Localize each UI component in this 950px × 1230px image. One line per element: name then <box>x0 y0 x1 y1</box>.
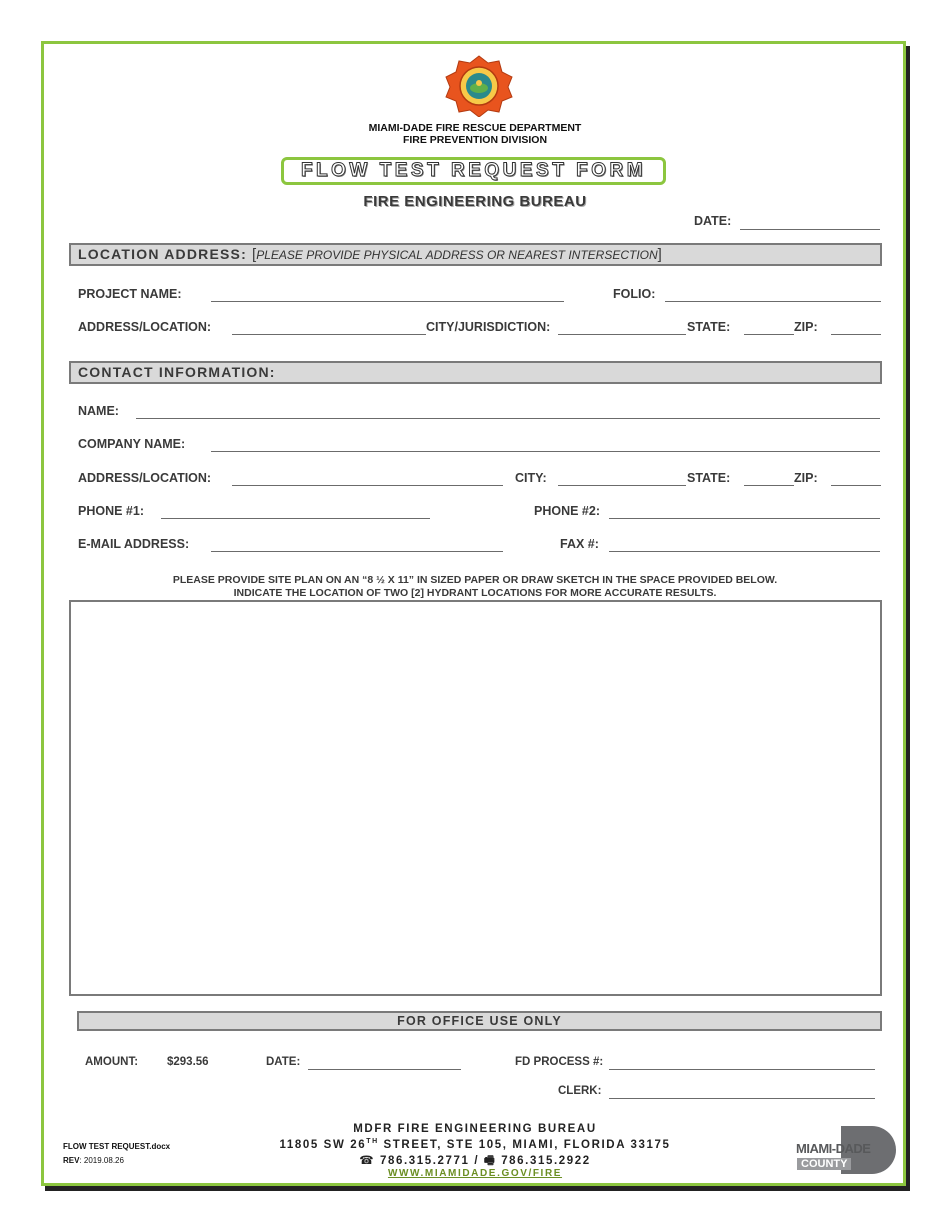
footer-fax: 786.315.2922 <box>501 1155 591 1167</box>
footer-bureau: MDFR FIRE ENGINEERING BUREAU <box>353 1123 597 1135</box>
revision-label: REV <box>63 1156 80 1165</box>
phone2-label: PHONE #2: <box>534 504 600 518</box>
company-name-label: COMPANY NAME: <box>78 437 186 451</box>
contact-state-field[interactable] <box>744 485 794 486</box>
contact-address-label: ADDRESS/LOCATION: <box>78 471 212 485</box>
company-name-field[interactable] <box>211 451 880 452</box>
fd-process-label: FD PROCESS #: <box>515 1056 604 1068</box>
phone2-field[interactable] <box>609 518 880 519</box>
phone1-label: PHONE #1: <box>78 504 144 518</box>
footer-address-a: 11805 SW 26 <box>279 1138 367 1151</box>
phone1-field[interactable] <box>161 518 430 519</box>
miami-dade-county-logo <box>796 1126 896 1174</box>
contact-city-label: CITY: <box>515 471 547 485</box>
fax-field[interactable] <box>609 551 880 552</box>
sketch-area[interactable] <box>69 600 882 996</box>
division-name: FIRE PREVENTION DIVISION <box>402 134 548 146</box>
footer-address-sup: TH <box>366 1138 379 1145</box>
project-name-field[interactable] <box>211 301 564 302</box>
location-state-label: STATE: <box>687 320 731 334</box>
bracket-close: ] <box>657 246 662 263</box>
clerk-field[interactable] <box>609 1098 875 1099</box>
contact-zip-label: ZIP: <box>794 471 818 485</box>
amount-value: $293.56 <box>167 1056 209 1068</box>
folio-label: FOLIO: <box>613 287 656 301</box>
office-date-field[interactable] <box>308 1069 461 1070</box>
location-address-label: ADDRESS/LOCATION: <box>78 320 212 334</box>
location-address-field[interactable] <box>232 334 426 335</box>
contact-zip-field[interactable] <box>831 485 881 486</box>
folio-field[interactable] <box>665 301 881 302</box>
fax-icon: 🖷 <box>483 1155 497 1167</box>
date-label: DATE: <box>694 214 732 228</box>
amount-label: AMOUNT: <box>85 1056 139 1068</box>
name-label: NAME: <box>78 404 119 418</box>
footer-separator: / <box>474 1155 480 1167</box>
email-label: E-MAIL ADDRESS: <box>78 537 190 551</box>
contact-address-field[interactable] <box>232 485 503 486</box>
website-link[interactable]: WWW.MIAMIDADE.GOV/FIRE <box>387 1168 563 1179</box>
location-note: PLEASE PROVIDE PHYSICAL ADDRESS OR NEAREST INTERSECTION <box>256 248 658 262</box>
location-state-field[interactable] <box>744 334 794 335</box>
revision <box>63 1156 124 1165</box>
revision-value: : 2019.08.26 <box>79 1156 124 1165</box>
fax-label: FAX #: <box>560 537 599 551</box>
fire-rescue-seal-icon <box>443 55 515 117</box>
instructions-line2: INDICATE THE LOCATION OF TWO [2] HYDRANT LOCATIONS FOR MORE ACCURATE RESULTS. <box>233 587 717 599</box>
fd-process-field[interactable] <box>609 1069 875 1070</box>
location-section-header <box>69 243 882 266</box>
city-jurisdiction-label: CITY/JURISDICTION: <box>426 320 551 334</box>
logo-text-county: COUNTY <box>797 1158 851 1170</box>
instructions-line1: PLEASE PROVIDE SITE PLAN ON AN “8 ½ X 11” IN SIZED PAPER OR DRAW SKETCH IN THE SPACE PROVIDED BELOW. <box>172 574 778 586</box>
phone-icon: ☎ <box>359 1155 376 1167</box>
logo-text-miami-dade: MIAMI-DADE <box>796 1141 871 1156</box>
location-zip-field[interactable] <box>831 334 881 335</box>
clerk-label: CLERK: <box>558 1085 602 1097</box>
bureau-title: FIRE ENGINEERING BUREAU <box>363 193 587 210</box>
email-field[interactable] <box>211 551 503 552</box>
contact-section-header <box>69 361 882 384</box>
city-jurisdiction-field[interactable] <box>558 334 686 335</box>
department-name: MIAMI-DADE FIRE RESCUE DEPARTMENT <box>368 122 582 134</box>
contact-title: CONTACT INFORMATION: <box>78 364 276 380</box>
project-name-label: PROJECT NAME: <box>78 287 182 301</box>
office-date-label: DATE: <box>266 1056 301 1068</box>
office-use-header: FOR OFFICE USE ONLY <box>77 1011 882 1031</box>
contact-city-field[interactable] <box>558 485 686 486</box>
footer-address-b: STREET, STE 105, MIAMI, FLORIDA 33175 <box>378 1138 671 1151</box>
contact-state-label: STATE: <box>687 471 731 485</box>
bracket-open: [ <box>252 246 257 263</box>
name-field[interactable] <box>136 418 880 419</box>
footer-phone: 786.315.2771 <box>379 1155 470 1167</box>
date-field[interactable] <box>740 229 880 230</box>
location-zip-label: ZIP: <box>794 320 818 334</box>
form-title: FLOW TEST REQUEST FORM <box>281 157 666 185</box>
location-title: LOCATION ADDRESS: <box>78 246 247 262</box>
document-name: FLOW TEST REQUEST.docx <box>63 1142 171 1151</box>
